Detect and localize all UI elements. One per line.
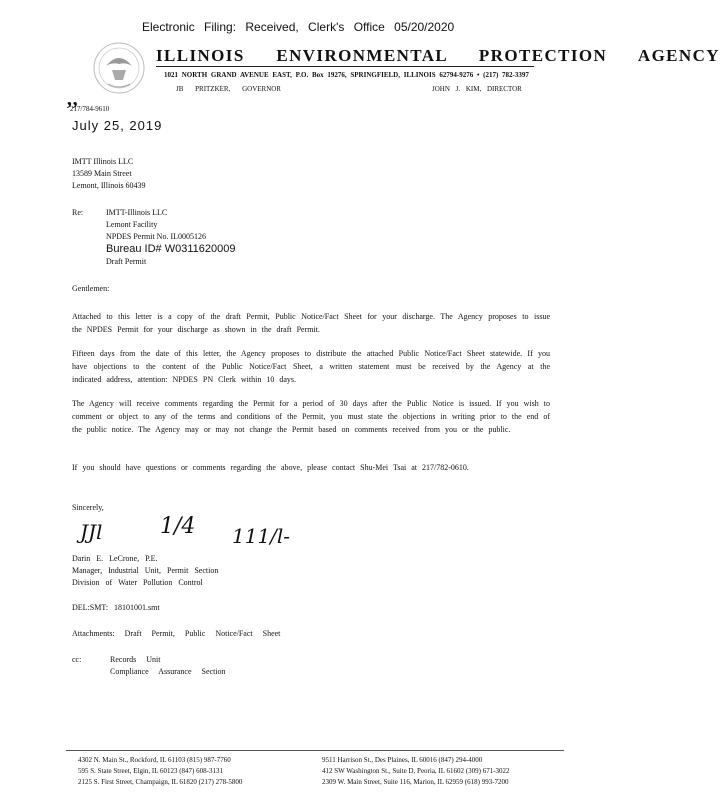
- re-line: Lemont Facility: [106, 220, 158, 229]
- footer-office: 9511 Harrison St., Des Plaines, IL 60016 (847) 294-4000: [322, 756, 483, 764]
- addressee-line: 13589 Main Street: [72, 169, 132, 178]
- cc-block: [110, 654, 226, 678]
- cc-label: cc:: [72, 655, 82, 664]
- footer-office: 412 SW Washington St., Suite D, Peoria, IL 61602 (309) 671-3022: [322, 767, 510, 775]
- signer-line: Darin E. LeCrone, P.E.: [72, 554, 158, 563]
- governor-line: JB PRITZKER, GOVERNOR: [176, 85, 281, 93]
- addressee-line: Lemont, Illinois 60439: [72, 181, 146, 190]
- body-paragraph: Fifteen days from the date of this letter, the Agency proposes to distribute the attached Public Notice/Fact Sheet statewide. If you have objections to the content of the Public Notice/Fact Sheet, a written statement must be received by the Agency at the indicated address, attention: NPDES PN Clerk within 10 days.: [72, 349, 550, 384]
- reference-line: DEL:SMT: 18101001.smt: [72, 603, 160, 612]
- bureau-id: Bureau ID# W0311620009: [106, 243, 236, 255]
- salutation: Gentlemen:: [72, 284, 110, 293]
- signature-mark: JJl: [80, 520, 103, 544]
- signer-line: Manager, Industrial Unit, Permit Section: [72, 566, 219, 575]
- re-line: NPDES Permit No. IL0005126: [106, 232, 206, 241]
- body-paragraph: The Agency will receive comments regarding the Permit for a period of 30 days after the Public Notice is issued. If you wish to comment or object to any of the terms and conditions of the Permit, you must state the objections in writing prior to the end of the public notice. The Agency may or may not change the Permit based on comments received from you or the public.: [72, 399, 550, 434]
- agency-name: ILLINOIS ENVIRONMENTAL PROTECTION AGENCY: [156, 46, 720, 65]
- cc-line: Compliance Assurance Section: [110, 667, 226, 676]
- agency-address: 1021 NORTH GRAND AVENUE EAST, P.O. Box 19276, SPRINGFIELD, ILLINOIS 62794-9276 • (217) 782-3397: [164, 71, 529, 79]
- footer-rule: [66, 750, 564, 751]
- body-paragraph: If you should have questions or comments regarding the above, please contact Shu-Mei Tsai at 217/782-0610.: [72, 463, 469, 472]
- body-paragraph: Attached to this letter is a copy of the draft Permit, Public Notice/Fact Sheet for your discharge. The Agency proposes to issue the NPDES Permit for your discharge as shown in the draft Permit.: [72, 312, 550, 334]
- signer-block: [72, 553, 218, 589]
- efiling-stamp: Electronic Filing: Received, Clerk's Office 05/20/2020: [142, 20, 455, 34]
- cc-line: Records Unit: [110, 655, 161, 664]
- page-mark: ‚,: [66, 88, 78, 110]
- footer-left: [78, 755, 242, 788]
- letter-date: July 25, 2019: [72, 118, 163, 133]
- letterhead-rule: [156, 66, 534, 67]
- attachments-line: Attachments: Draft Permit, Public Notice/Fact Sheet: [72, 629, 281, 638]
- signature-mark: 1/4: [160, 514, 196, 539]
- contact-phone: 217/784-9610: [70, 105, 110, 113]
- re-line: IMTT-Illinois LLC: [106, 208, 168, 217]
- director-line: JOHN J. KIM, DIRECTOR: [432, 85, 522, 93]
- footer-office: 2309 W. Main Street, Suite 116, Marion, IL 62959 (618) 993-7200: [322, 778, 509, 786]
- signature-mark: 111/l-: [232, 524, 291, 548]
- addressee-line: IMTT Illinois LLC: [72, 157, 134, 166]
- state-seal-icon: [88, 40, 150, 96]
- footer-office: 4302 N. Main St., Rockford, IL 61103 (815) 987-7760: [78, 756, 231, 764]
- addressee-block: [72, 156, 146, 192]
- re-block: [106, 207, 235, 268]
- re-label: Re:: [72, 208, 84, 217]
- re-line: Draft Permit: [106, 257, 147, 266]
- signer-line: Division of Water Pollution Control: [72, 578, 203, 587]
- footer-right: [322, 755, 510, 788]
- footer-office: 595 S. State Street, Elgin, IL 60123 (847) 608-3131: [78, 767, 223, 775]
- footer-office: 2125 S. First Street, Champaign, IL 61820 (217) 278-5800: [78, 778, 243, 786]
- closing: Sincerely,: [72, 503, 104, 512]
